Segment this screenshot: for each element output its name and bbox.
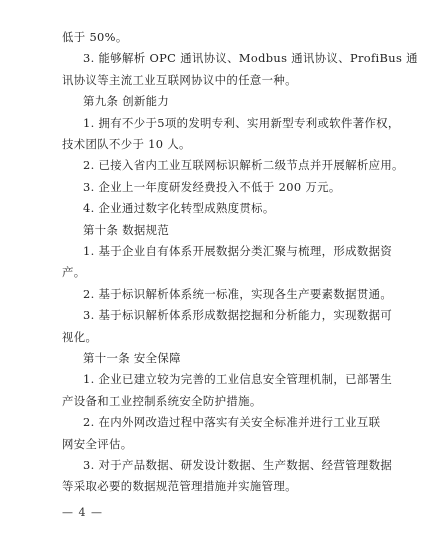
page-number: — 4 — <box>62 506 103 519</box>
text-line-21: 3. 对于产品数据、研发设计数据、生产数据、经营管理数据 <box>83 458 393 472</box>
text-line-18: 产设备和工业控制系统安全防护措施。 <box>62 393 262 408</box>
text-line-1: 低于 50%。 <box>62 30 128 44</box>
text-line-2: 3. 能够解析 OPC 通讯协议、Modbus 通讯协议、ProfiBus 通 <box>83 51 418 66</box>
text-line-7: 2. 已接入省内工业互联网标识解析二级节点并开展解析应用。 <box>83 158 404 173</box>
text-line-13: 2. 基于标识解析体系统一标准，实现各生产要素数据贯通。 <box>83 286 393 301</box>
text-line-22: 等采取必要的数据规范管理措施并实施管理。 <box>62 479 297 494</box>
section-heading-article-9: 第九条 创新能力 <box>83 94 170 109</box>
text-line-15: 视化。 <box>62 329 98 344</box>
text-line-6: 技术团队不少于 10 人。 <box>62 137 191 151</box>
section-heading-article-11: 第十一条 安全保障 <box>83 351 181 365</box>
text-line-20: 网安全评估。 <box>62 436 133 451</box>
text-line-12: 产。 <box>62 265 86 280</box>
text-line-8: 3. 企业上一年度研发经费投入不低于 200 万元。 <box>83 179 341 194</box>
text-line-9: 4. 企业通过数字化转型成熟度贯标。 <box>83 201 275 216</box>
section-heading-article-10: 第十条 数据规范 <box>83 222 170 237</box>
text-line-17: 1. 企业已建立较为完善的工业信息安全管理机制，已部署生 <box>83 372 393 387</box>
text-line-19: 2. 在内外网改造过程中落实有关安全标准并进行工业互联 <box>83 415 381 430</box>
text-line-14: 3. 基于标识解析体系形成数据挖掘和分析能力，实现数据可 <box>83 308 393 323</box>
text-line-11: 1. 基于企业自有体系开展数据分类汇聚与梳理，形成数据资 <box>83 244 393 258</box>
text-line-3: 讯协议等主流工业互联网协议中的任意一种。 <box>62 72 297 87</box>
text-line-5: 1. 拥有不少于5项的发明专利、实用新型专利或软件著作权， <box>83 115 400 130</box>
